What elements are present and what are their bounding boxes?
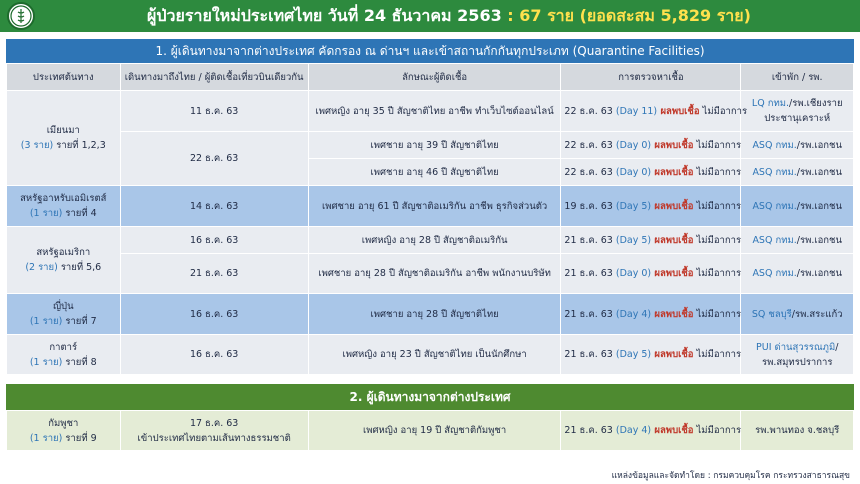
title-main: ผู้ป่วยรายใหม่ประเทศไทย วันที่ 24 ธันวาคม 2563 <box>147 6 502 25</box>
case-count: (3 ราย) <box>20 140 54 151</box>
test-cell: 21 ธ.ค. 63 (Day 0) ผลพบเชื้อ ไม่มีอาการ <box>561 254 741 294</box>
col-header-facility: เข้าพัก / รพ. <box>741 64 854 91</box>
country-cell <box>7 335 121 375</box>
country-cell <box>7 411 121 451</box>
arrival-cell: 16 ธ.ค. 63 <box>120 294 308 335</box>
arrival-cell: 14 ธ.ค. 63 <box>120 186 308 227</box>
table-header-row <box>7 64 854 91</box>
table-row <box>7 254 854 294</box>
country-cell <box>7 186 121 227</box>
case-ids: รายที่ 4 <box>62 208 97 219</box>
ministry-logo <box>7 2 35 30</box>
test-cell: 21 ธ.ค. 63 (Day 5) ผลพบเชื้อ ไม่มีอาการ <box>561 335 741 375</box>
facility-cell: ASQ กทม./รพ.เอกชน <box>741 227 854 254</box>
arrival-cell: 22 ธ.ค. 63 <box>120 132 308 186</box>
case-count: (2 ราย) <box>25 262 58 273</box>
test-cell: 22 ธ.ค. 63 (Day 0) ผลพบเชื้อ ไม่มีอาการ <box>561 159 741 186</box>
col-header-description: ลักษณะผู้ติดเชื้อ <box>308 64 561 91</box>
col-header-country: ประเทศต้นทาง <box>7 64 121 91</box>
description-cell: เพศชาย อายุ 28 ปี สัญชาติอเมริกัน อาชีพ พนักงานบริษัท <box>308 254 561 294</box>
facility-cell: PUI ด่านสุวรรณภูมิ/ รพ.สมุทรปราการ <box>741 335 854 375</box>
table-row <box>7 132 854 159</box>
arrival-cell: 16 ธ.ค. 63 <box>120 335 308 375</box>
facility-cell: ASQ กทม./รพ.เอกชน <box>741 254 854 294</box>
description-cell: เพศชาย อายุ 61 ปี สัญชาติอเมริกัน อาชีพ ธุรกิจส่วนตัว <box>308 186 561 227</box>
table-row <box>7 294 854 335</box>
table-row <box>7 411 854 451</box>
title-count: : 67 ราย (ยอดสะสม 5,829 ราย) <box>501 6 751 25</box>
table-row <box>7 91 854 132</box>
cases-table-quarantine <box>6 63 854 375</box>
case-count: (1 ราย) <box>29 316 63 327</box>
facility-cell: ASQ กทม./รพ.เอกชน <box>741 159 854 186</box>
arrival-cell: 16 ธ.ค. 63 <box>120 227 308 254</box>
case-count: (1 ราย) <box>29 356 63 368</box>
cases-table-other <box>6 410 854 451</box>
table-row <box>7 335 854 375</box>
page-title <box>46 0 852 32</box>
section-2-heading: 2. ผู้เดินทางมาจากต่างประเทศ <box>6 384 854 410</box>
description-cell: เพศชาย อายุ 39 ปี สัญชาติไทย <box>308 132 561 159</box>
test-cell: 19 ธ.ค. 63 (Day 5) ผลพบเชื้อ ไม่มีอาการ <box>561 186 741 227</box>
col-header-test: การตรวจหาเชื้อ <box>561 64 741 91</box>
country-name: ญี่ปุ่น <box>52 301 74 312</box>
case-ids: รายที่ 8 <box>62 356 97 368</box>
case-ids: รายที่ 1,2,3 <box>53 140 106 151</box>
facility-cell: SQ ชลบุรี/รพ.สระแก้ว <box>741 294 854 335</box>
col-header-arrival: เดินทางมาถึงไทย / ผู้ติดเชื้อเที่ยวบินเดียวกัน <box>120 64 308 91</box>
country-cell <box>7 91 121 186</box>
case-ids: รายที่ 5,6 <box>57 262 102 273</box>
arrival-cell: 17 ธ.ค. 63 เข้าประเทศไทยตามเส้นทางธรรมชาติ <box>120 411 308 451</box>
facility-cell: LQ กทม./รพ.เชียงราย ประชานุเคราะห์ <box>741 91 854 132</box>
arrival-cell: 11 ธ.ค. 63 <box>120 91 308 132</box>
description-cell: เพศหญิง อายุ 28 ปี สัญชาติอเมริกัน <box>308 227 561 254</box>
description-cell: เพศหญิง อายุ 23 ปี สัญชาติไทย เป็นนักศึกษา <box>308 335 561 375</box>
test-cell: 22 ธ.ค. 63 (Day 11) ผลพบเชื้อ ไม่มีอาการ <box>561 91 741 132</box>
description-cell: เพศชาย อายุ 46 ปี สัญชาติไทย <box>308 159 561 186</box>
case-count: (1 ราย) <box>29 208 63 219</box>
test-cell: 21 ธ.ค. 63 (Day 4) ผลพบเชื้อ ไม่มีอาการ <box>561 411 741 451</box>
title-bar <box>0 0 860 32</box>
table-row <box>7 227 854 254</box>
country-cell <box>7 294 121 335</box>
table-row <box>7 186 854 227</box>
case-ids: รายที่ 7 <box>62 316 97 327</box>
test-cell: 22 ธ.ค. 63 (Day 0) ผลพบเชื้อ ไม่มีอาการ <box>561 132 741 159</box>
description-cell: เพศหญิง อายุ 19 ปี สัญชาติกัมพูชา <box>308 411 561 451</box>
country-cell <box>7 227 121 294</box>
facility-cell: ASQ กทม./รพ.เอกชน <box>741 186 854 227</box>
country-name: สหรัฐอเมริกา <box>36 247 91 258</box>
description-cell: เพศชาย อายุ 28 ปี สัญชาติไทย <box>308 294 561 335</box>
test-cell: 21 ธ.ค. 63 (Day 5) ผลพบเชื้อ ไม่มีอาการ <box>561 227 741 254</box>
facility-cell: ASQ กทม./รพ.เอกชน <box>741 132 854 159</box>
country-name: กัมพูชา <box>48 417 79 429</box>
country-name: กาตาร์ <box>49 341 78 353</box>
case-count: (1 ราย) <box>29 432 63 444</box>
source-note: แหล่งข้อมูลและจัดทำโดย : กรมควบคุมโรค กระทรวงสาธารณสุข <box>611 471 850 481</box>
country-name: เมียนมา <box>46 125 80 136</box>
facility-cell: รพ.พานทอง จ.ชลบุรี <box>741 411 854 451</box>
section-1-heading: 1. ผู้เดินทางมาจากต่างประเทศ คัดกรอง ณ ด่านฯ และเข้าสถานกักกันทุกประเภท (Quarantine Facilities) <box>6 39 854 63</box>
test-cell: 21 ธ.ค. 63 (Day 4) ผลพบเชื้อ ไม่มีอาการ <box>561 294 741 335</box>
arrival-cell: 21 ธ.ค. 63 <box>120 254 308 294</box>
case-ids: รายที่ 9 <box>62 432 97 444</box>
description-cell: เพศหญิง อายุ 35 ปี สัญชาติไทย อาชีพ ทำเว็บไซต์ออนไลน์ <box>308 91 561 132</box>
country-name: สหรัฐอาหรับเอมิเรตส์ <box>20 193 107 204</box>
